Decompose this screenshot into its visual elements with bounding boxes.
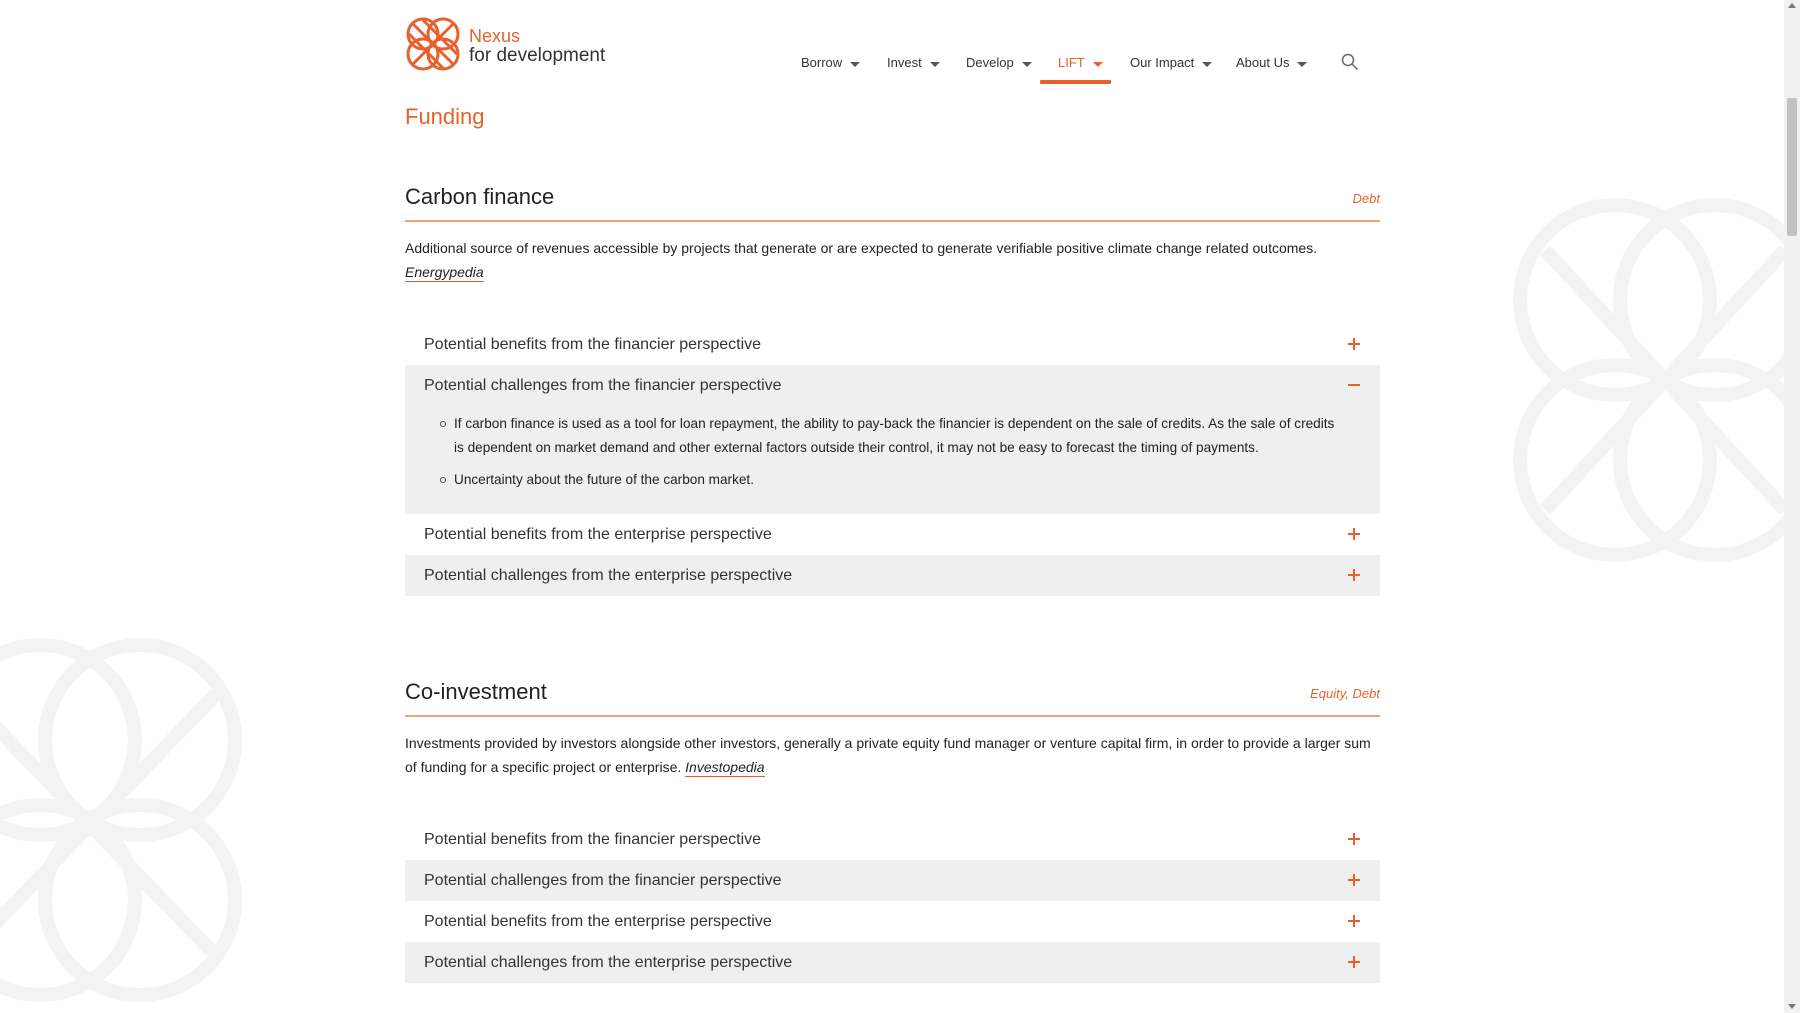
search-icon[interactable] <box>1341 53 1359 71</box>
accordion-label: Potential challenges from the financier perspective <box>424 871 782 889</box>
nav-label: Borrow <box>801 54 843 70</box>
scroll-down-icon[interactable] <box>1788 1004 1796 1009</box>
nav-label: Our Impact <box>1130 54 1195 70</box>
list-item: Uncertainty about the future of the carbon market. <box>454 468 1340 492</box>
page-scrollbar[interactable] <box>1784 0 1800 1013</box>
nav-item-borrow[interactable] <box>801 52 860 72</box>
nav-label: Develop <box>966 54 1014 70</box>
accordion-item[interactable] <box>405 555 1380 596</box>
section-tag: Debt <box>1352 191 1380 206</box>
background-knot-pattern <box>0 630 280 1010</box>
minus-icon[interactable] <box>1346 377 1362 393</box>
section-title: Co-investment <box>405 679 547 704</box>
nav-label: About Us <box>1236 54 1290 70</box>
accordion <box>405 324 1380 596</box>
accordion-item[interactable] <box>405 514 1380 555</box>
accordion-item[interactable] <box>405 942 1380 983</box>
funding-section-carbon-finance <box>405 174 1380 596</box>
accordion-label: Potential benefits from the enterprise perspective <box>424 912 772 930</box>
plus-icon[interactable] <box>1346 872 1362 888</box>
background-knot-pattern <box>1505 190 1800 570</box>
plus-icon[interactable] <box>1346 336 1362 352</box>
list-item: If carbon finance is used as a tool for loan repayment, the ability to pay-back the financier is dependent on the sale of credits. As the sale of credits is dependent on market demand and other external factors outside their control, it may not be easy to forecast the timing of payments. <box>454 412 1340 460</box>
chevron-down-icon <box>930 62 940 67</box>
accordion-item[interactable] <box>405 819 1380 860</box>
nav-label: LIFT <box>1058 54 1085 70</box>
plus-icon[interactable] <box>1346 526 1362 542</box>
accordion-item[interactable] <box>405 324 1380 365</box>
logo-tagline: for development <box>469 45 606 66</box>
section-description <box>405 236 1380 284</box>
accordion-label: Potential benefits from the financier perspective <box>424 335 762 353</box>
section-header <box>405 669 1380 717</box>
funding-section-co-investment <box>405 669 1380 983</box>
description-text: Additional source of revenues accessible by projects that generate or are expected to generate verifiable positive climate change related outcomes. <box>405 240 1318 256</box>
nav-item-about-us[interactable] <box>1236 52 1307 72</box>
chevron-down-icon <box>1093 62 1103 67</box>
accordion-label: Potential challenges from the financier perspective <box>424 376 782 394</box>
source-link[interactable]: Energypedia <box>405 264 484 280</box>
section-title: Carbon finance <box>405 184 555 209</box>
accordion-item[interactable] <box>405 860 1380 901</box>
scroll-up-icon[interactable] <box>1788 3 1796 8</box>
accordion-item[interactable] <box>405 901 1380 942</box>
accordion <box>405 819 1380 983</box>
nav-item-invest[interactable] <box>887 52 940 72</box>
plus-icon[interactable] <box>1346 913 1362 929</box>
nav-item-develop[interactable] <box>966 52 1032 72</box>
accordion-label: Potential challenges from the enterprise perspective <box>424 566 793 584</box>
description-text: Investments provided by investors alongside other investors, generally a private equity fund manager or venture capital firm, in order to provide a larger sum of funding for a specific project or enterprise. <box>405 735 1371 775</box>
nav-label: Invest <box>887 54 922 70</box>
plus-icon[interactable] <box>1346 567 1362 583</box>
scrollbar-thumb[interactable] <box>1787 98 1797 236</box>
chevron-down-icon <box>1297 62 1307 67</box>
accordion-item[interactable] <box>405 365 1380 514</box>
logo-brand-name: Nexus <box>469 26 521 46</box>
main-navigation <box>0 52 1800 82</box>
nav-item-lift[interactable] <box>1058 52 1103 72</box>
section-tag: Equity, Debt <box>1310 686 1380 701</box>
accordion-label: Potential benefits from the enterprise perspective <box>424 525 772 543</box>
nav-item-our-impact[interactable] <box>1130 52 1212 72</box>
section-header <box>405 174 1380 222</box>
chevron-down-icon <box>1202 62 1212 67</box>
source-link[interactable]: Investopedia <box>685 759 765 775</box>
section-description <box>405 731 1380 779</box>
nav-active-indicator <box>1040 80 1111 84</box>
accordion-content <box>405 412 1380 514</box>
page-title: Funding <box>405 104 485 129</box>
accordion-label: Potential challenges from the enterprise perspective <box>424 953 793 971</box>
chevron-down-icon <box>1022 62 1032 67</box>
plus-icon[interactable] <box>1346 954 1362 970</box>
chevron-down-icon <box>850 62 860 67</box>
plus-icon[interactable] <box>1346 831 1362 847</box>
accordion-label: Potential benefits from the financier perspective <box>424 830 762 848</box>
